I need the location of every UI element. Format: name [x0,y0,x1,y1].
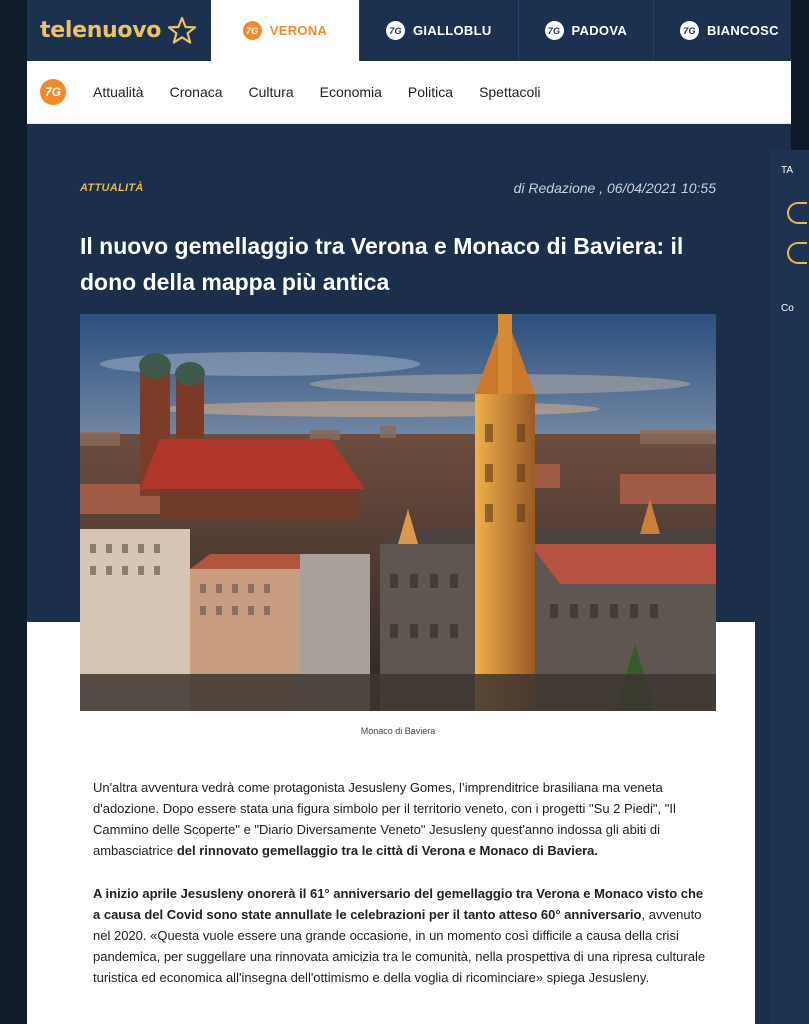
article-title: Il nuovo gemellaggio tra Verona e Monaco di Baviera: il dono della mappa più antica [80,233,684,295]
munich-skyline-illustration [80,314,716,711]
left-page-edge [0,0,27,1024]
star-icon [167,16,197,46]
sidebar-tag-chip[interactable] [787,202,807,224]
sidebar-tag-chip[interactable] [787,242,807,264]
tab-label: GIALLOBLU [413,23,492,38]
article-category[interactable]: ATTUALITÀ [80,182,144,194]
tab-padova[interactable] [518,0,654,61]
tab-biancoscudati[interactable] [653,0,779,61]
right-sidebar [769,150,809,1024]
paragraph-text: , avvenuto nel 2020. «Questa vuole essere una grande occasione, in un momento così difficile a causa della crisi pandemica, per suggellare una rinnovata amicizia tra le comunità, nella prospettiva di una ripresa culturale turistica ed economica all'insegna dell'ottimismo e della voglia di ricominciare» spiega Jesusleny. [93,907,706,985]
category-navigation [27,61,791,124]
tg-logo-icon: 7G [545,21,564,40]
subnav-item-economia[interactable]: Economia [319,84,382,100]
tab-label: PADOVA [571,23,628,38]
subnav-item-politica[interactable]: Politica [407,84,454,100]
sidebar-heading: TA [781,165,794,176]
logo-text: telenuovo [40,18,162,43]
paragraph-1 [93,777,709,861]
tg-logo-icon: 7G [386,21,405,40]
subnav-item-cultura[interactable]: Cultura [248,84,294,100]
tg-logo-icon[interactable]: 7G [40,79,66,105]
subnav-item-spettacoli[interactable]: Spettacoli [479,84,541,100]
image-caption: Monaco di Baviera [360,726,436,736]
tab-verona[interactable] [211,0,359,61]
tab-gialloblu[interactable] [359,0,518,61]
tg-logo-icon: 7G [680,21,699,40]
article-byline: di Redazione , 06/04/2021 10:55 [513,180,716,196]
sidebar-heading: Co [781,303,794,314]
subnav-item-attualita[interactable]: Attualità [93,84,144,100]
tab-label: BIANCOSC [707,23,779,38]
paragraph-bold-text: A inizio aprile Jesusleny onorerà il 61° anniversario del gemellaggio tra Verona e Monaco visto che a causa del Covid sono state annullate le celebrazioni per il tanto atteso 60° anniversario [93,886,704,922]
site-logo[interactable] [27,0,211,61]
tg-logo-icon: 7G [243,21,262,40]
top-navigation [27,0,791,61]
paragraph-text: Un'altra avventura vedrà come protagonista Jesusleny Gomes, l’imprenditrice brasiliana ma veneta d'adozione. Dopo essere stata una figura simbolo per il territorio veneto, con i progetti "Su 2 Piedi", "Il Cammino delle Scoperte" e "Diario Diversamente Veneto" Jesusleny quest'anno indossa gli abiti di ambasciatrice [93,780,676,858]
page [27,0,794,1024]
article-hero-image [80,314,716,711]
subnav-item-cronaca[interactable]: Cronaca [169,84,223,100]
paragraph-2 [93,883,709,988]
tab-label: VERONA [269,23,328,38]
paragraph-bold-text: del rinnovato gemellaggio tra le città di Verona e Monaco di Baviera. [176,843,598,858]
article-body [93,777,709,1010]
